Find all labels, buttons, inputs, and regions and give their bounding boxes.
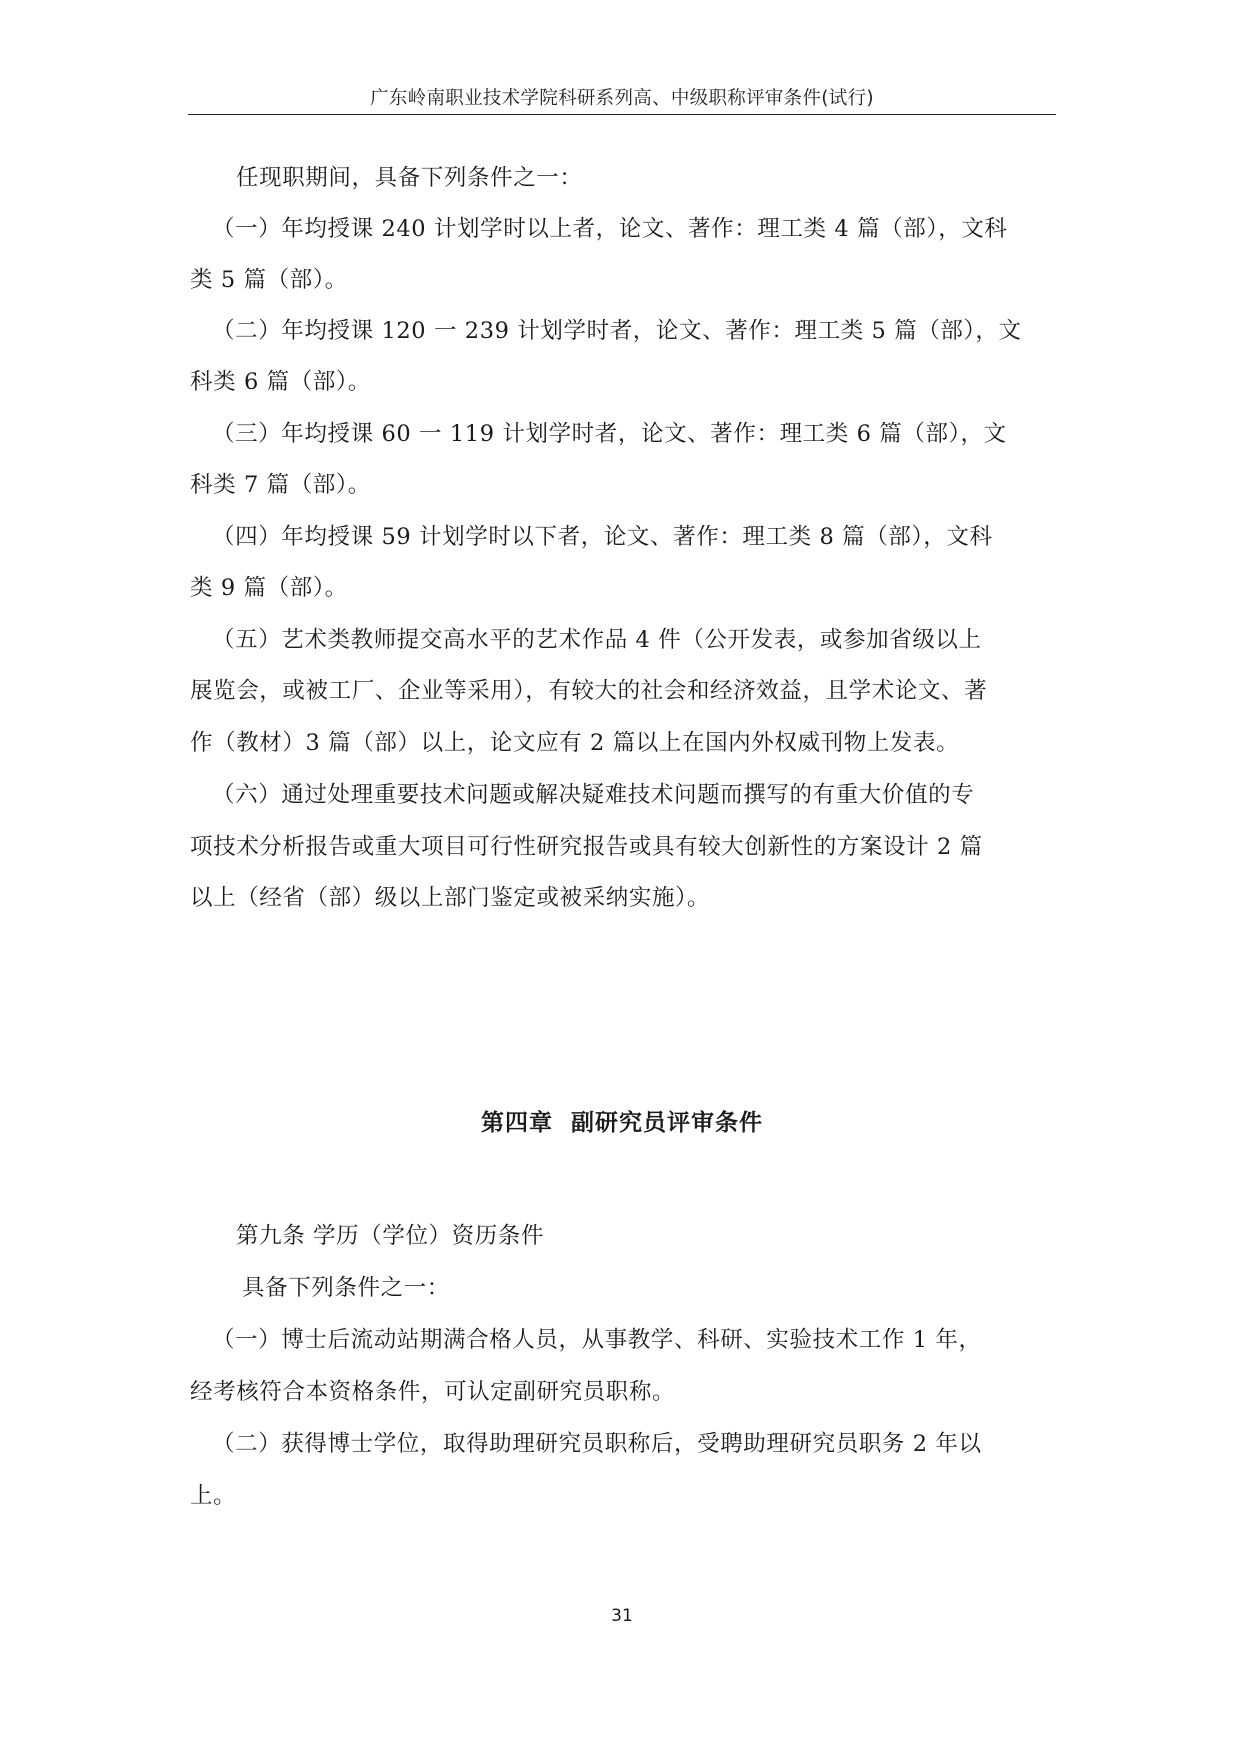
chapter-title: 第四章 副研究员评审条件 (480, 1110, 763, 1136)
body-line: （三）年均授课 60 一 119 计划学时者，论文、著作：理工类 6 篇（部），文 (212, 421, 1007, 447)
body-line: 类 5 篇（部）。 (190, 267, 348, 293)
body-line: 科类 7 篇（部）。 (190, 472, 371, 498)
body-line: （二）获得博士学位，取得助理研究员职称后，受聘助理研究员职务 2 年以 (212, 1431, 982, 1457)
body-line: （四）年均授课 59 计划学时以下者，论文、著作：理工类 8 篇（部），文科 (212, 524, 993, 550)
body-line: 具备下列条件之一： (242, 1275, 450, 1301)
body-line: （二）年均授课 120 一 239 计划学时者，论文、著作：理工类 5 篇（部），文 (212, 318, 1022, 344)
body-line: 经考核符合本资格条件，可认定副研究员职称。 (190, 1379, 676, 1405)
body-line: 以上（经省（部）级以上部门鉴定或被采纳实施）。 (190, 885, 711, 911)
body-line: （一）博士后流动站期满合格人员，从事教学、科研、实验技术工作 1 年， (212, 1327, 982, 1353)
body-line: 类 9 篇（部）。 (190, 575, 348, 601)
body-line: （六）通过处理重要技术问题或解决疑难技术问题而撰写的有重大价值的专 (212, 782, 975, 808)
body-line: 作（教材）3 篇（部）以上，论文应有 2 篇以上在国内外权威刊物上发表。 (190, 730, 960, 756)
body-line: 任现职期间，具备下列条件之一： (236, 165, 583, 191)
body-line: 展览会，或被工厂、企业等采用），有较大的社会和经济效益，且学术论文、著 (190, 678, 988, 704)
header-rule (188, 114, 1056, 115)
body-line: （一）年均授课 240 计划学时以上者，论文、著作：理工类 4 篇（部），文科 (212, 216, 1008, 242)
body-line: （五）艺术类教师提交高水平的艺术作品 4 件（公开发表，或参加省级以上 (212, 627, 982, 653)
body-line: 项技术分析报告或重大项目可行性研究报告或具有较大创新性的方案设计 2 篇 (190, 834, 983, 860)
body-line: 上。 (190, 1483, 237, 1509)
running-header: 广东岭南职业技术学院科研系列高、中级职称评审条件(试行) (370, 88, 874, 109)
page-number: 31 (611, 1606, 633, 1626)
body-line: 科类 6 篇（部）。 (190, 369, 371, 395)
article-heading: 第九条 学历（学位）资历条件 (236, 1223, 545, 1249)
